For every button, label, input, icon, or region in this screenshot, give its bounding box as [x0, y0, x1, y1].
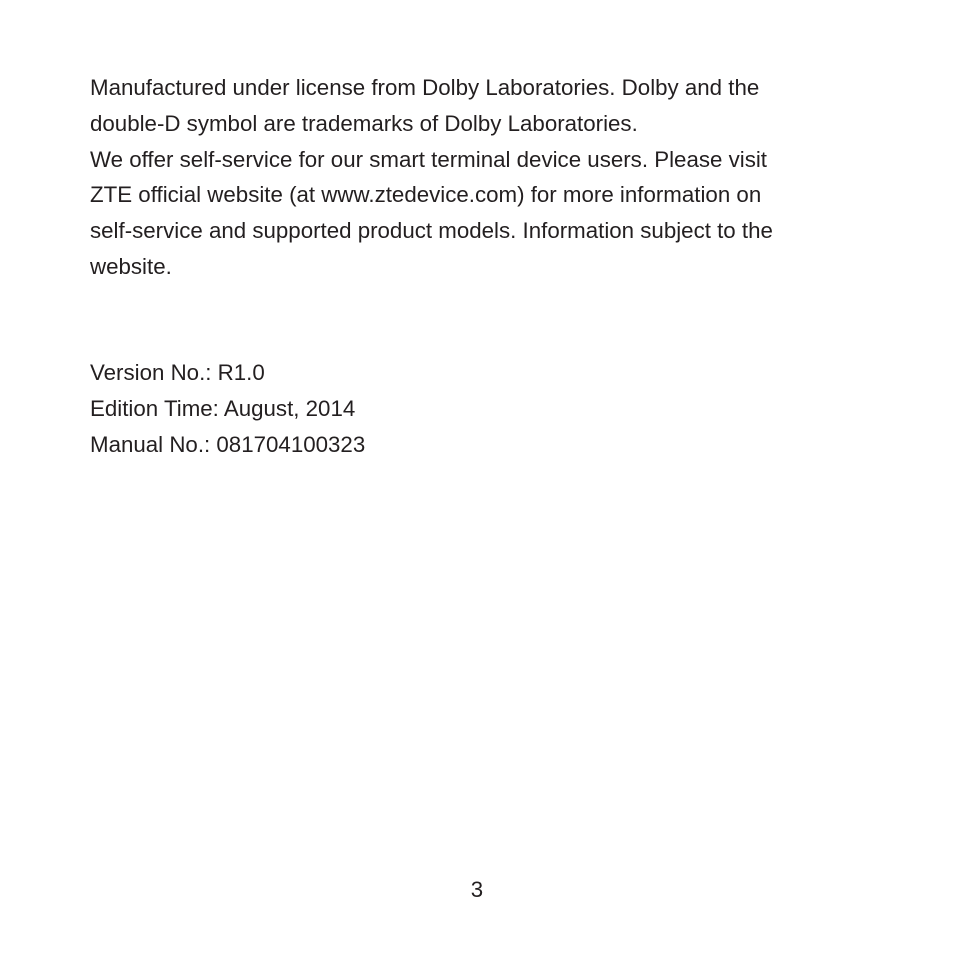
text-line: We offer self-service for our smart terminal device users. Please visit — [90, 146, 767, 172]
text-line: self-service and supported product models. Information subject to the — [90, 218, 773, 244]
version-number: Version No.: R1.0 — [90, 360, 265, 385]
text-line: website. — [90, 253, 172, 279]
text-line: ZTE official website (at www.ztedevice.com) for more information on — [90, 182, 762, 208]
dolby-license-notice — [90, 70, 850, 142]
document-body — [90, 70, 850, 285]
edition-time: Edition Time: August, 2014 — [90, 395, 356, 421]
text-line: double-D symbol are trademarks of Dolby Laboratories. — [90, 110, 638, 136]
text-line: Manufactured under license from Dolby Laboratories. Dolby and the — [90, 75, 760, 100]
page-number: 3 — [470, 877, 484, 902]
self-service-notice — [90, 142, 850, 285]
manual-number: Manual No.: 081704100323 — [90, 431, 366, 457]
version-info — [90, 355, 365, 462]
